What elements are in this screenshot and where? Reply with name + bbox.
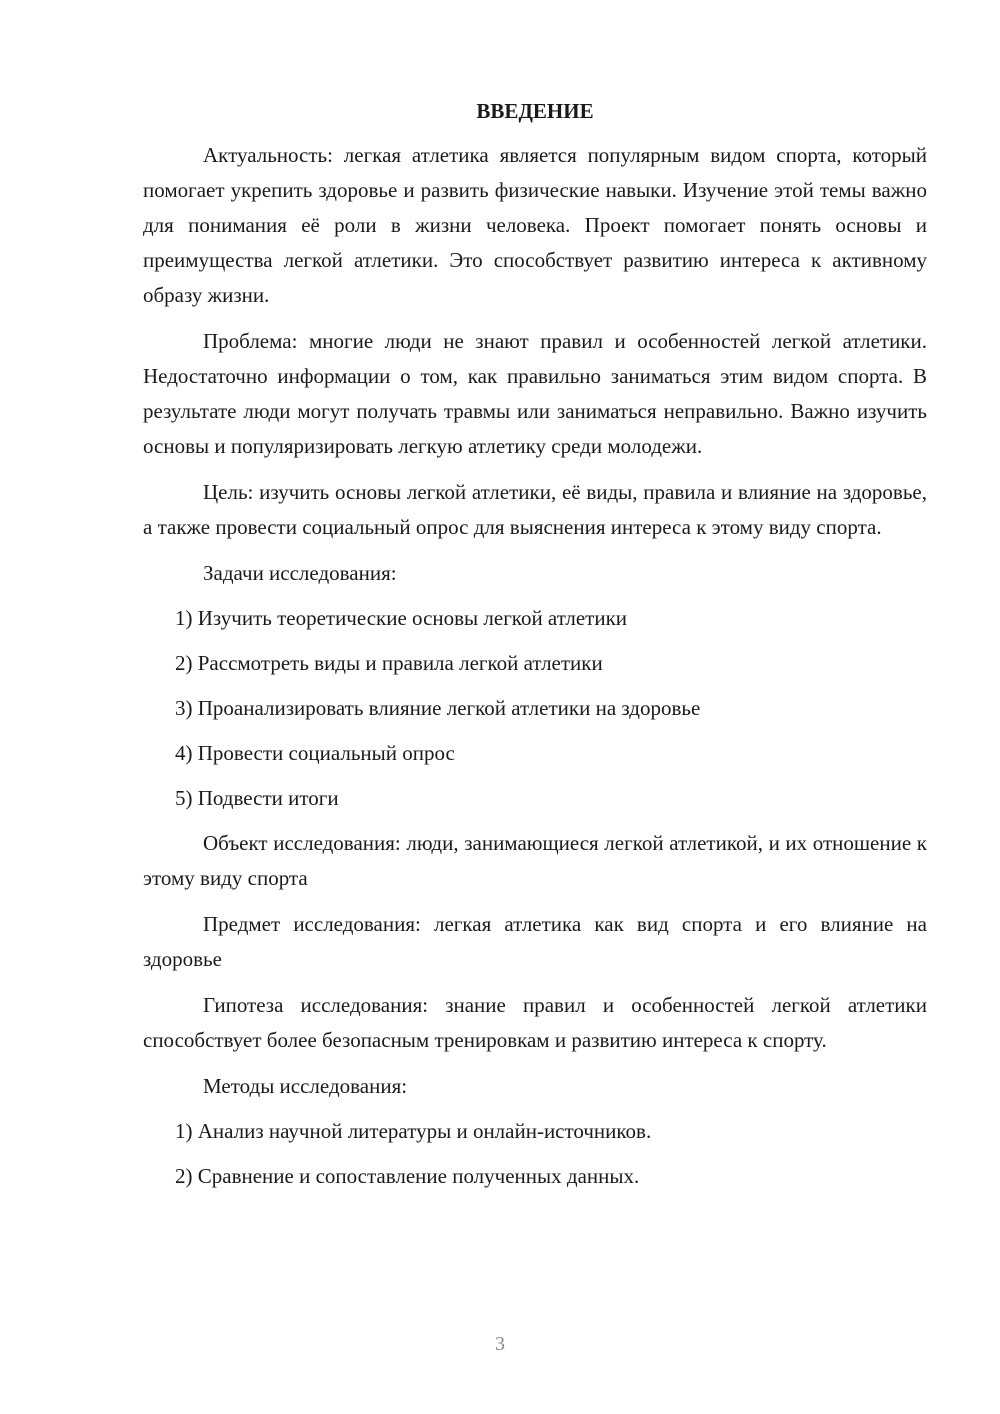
methods-list: [143, 1114, 927, 1194]
hypothesis-paragraph: Гипотеза исследования: знание правил и особенностей легкой атлетики способствует более безопасным тренировкам и развитию интереса к спорту.: [143, 993, 927, 1052]
list-item: 5) Подвести итоги: [175, 786, 339, 810]
object-paragraph: Объект исследования: люди, занимающиеся легкой атлетикой, и их отношение к этому виду спорта: [143, 831, 927, 890]
page-number: 3: [495, 1333, 505, 1355]
list-item: 3) Проанализировать влияние легкой атлетики на здоровье: [175, 696, 701, 720]
tasks-list: [143, 601, 927, 816]
list-item: 4) Провести социальный опрос: [175, 741, 455, 765]
list-item: 1) Изучить теоретические основы легкой атлетики: [175, 606, 628, 630]
list-item: 2) Рассмотреть виды и правила легкой атлетики: [175, 651, 603, 675]
page-content: [143, 96, 927, 1204]
goal-paragraph: Цель: изучить основы легкой атлетики, её виды, правила и влияние на здоровье, а также провести социальный опрос для выяснения интереса к этому виду спорта.: [143, 480, 927, 539]
list-item: 1) Анализ научной литературы и онлайн-источников.: [175, 1119, 652, 1143]
tasks-heading: Задачи исследования:: [203, 561, 397, 585]
methods-heading: Методы исследования:: [203, 1074, 408, 1098]
problem-paragraph: Проблема: многие люди не знают правил и особенностей легкой атлетики. Недостаточно информации о том, как правильно заниматься этим видом спорта. В результате люди могут получать травмы или заниматься неправильно. Важно изучить основы и популяризировать легкую атлетику среди молодежи.: [143, 329, 927, 458]
relevance-paragraph: Актуальность: легкая атлетика является популярным видом спорта, который помогает укрепить здоровье и развить физические навыки. Изучение этой темы важно для понимания её роли в жизни человека. Проект помогает понять основы и преимущества легкой атлетики. Это способствует развитию интереса к активному образу жизни.: [143, 143, 927, 307]
subject-paragraph: Предмет исследования: легкая атлетика как вид спорта и его влияние на здоровье: [143, 912, 927, 971]
section-title: ВВЕДЕНИЕ: [476, 99, 594, 123]
list-item: 2) Сравнение и сопоставление полученных данных.: [175, 1164, 640, 1188]
